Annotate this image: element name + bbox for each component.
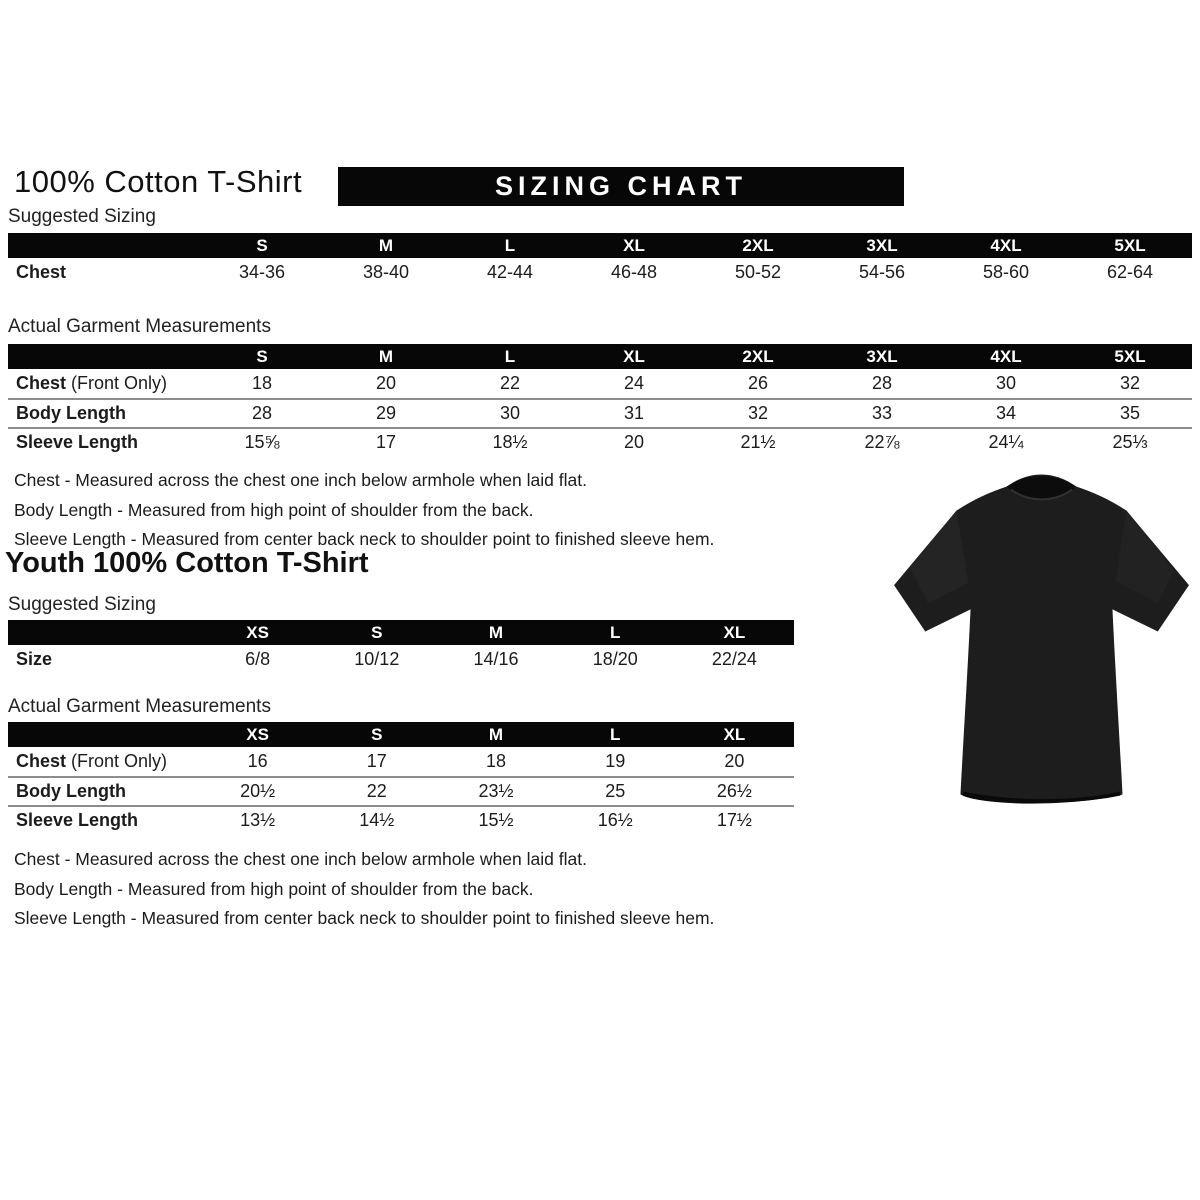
- column-header: M: [378, 346, 394, 366]
- youth-section-title: Youth 100% Cotton T-Shirt: [5, 547, 369, 579]
- table-header-row: [8, 344, 1192, 369]
- youth-measurements-label: Actual Garment Measurements: [8, 696, 271, 717]
- table-cell: 22: [499, 373, 521, 393]
- table-cell: 42-44: [486, 262, 534, 282]
- adult-measurements-table: [8, 344, 1192, 456]
- table-cell: 20: [375, 373, 397, 393]
- note-sleeve-length: Sleeve Length - Measured from center back neck to shoulder point to finished sleeve hem.: [14, 529, 715, 549]
- column-header: M: [378, 235, 394, 255]
- table-cell: 26½: [716, 781, 752, 801]
- table-cell: 31: [623, 403, 645, 423]
- column-header: 3XL: [866, 235, 898, 255]
- table-cell: 35: [1119, 403, 1141, 423]
- table-cell: 22⅞: [864, 432, 900, 452]
- table-row-chest: [8, 258, 1192, 287]
- column-header: XL: [623, 235, 645, 255]
- table-cell: 15⅝: [244, 432, 280, 452]
- table-row-sleeve-length: [8, 805, 794, 834]
- table-cell: 58-60: [982, 262, 1030, 282]
- table-row-body-length: [8, 776, 794, 805]
- column-header: L: [610, 724, 621, 744]
- table-cell: 21½: [740, 432, 776, 452]
- table-cell: 17½: [716, 810, 752, 830]
- table-cell: 19: [605, 751, 626, 771]
- banner-text: SIZING CHART: [495, 171, 747, 201]
- youth-measurements-table: [8, 722, 794, 834]
- column-header: S: [371, 622, 383, 642]
- table-cell: 20: [724, 751, 745, 771]
- table-cell: 50-52: [734, 262, 782, 282]
- table-cell: 34: [995, 403, 1017, 423]
- column-header: S: [256, 346, 268, 366]
- adult-suggested-sizing-table: [8, 233, 1192, 287]
- column-header: L: [504, 346, 516, 366]
- note-body-length: Body Length - Measured from high point of shoulder from the back.: [14, 499, 534, 520]
- table-header-row: [8, 620, 794, 645]
- table-cell: 14½: [359, 810, 395, 830]
- note-sleeve-length: Sleeve Length - Measured from center back neck to shoulder point to finished sleeve hem.: [14, 908, 715, 928]
- row-label: Sleeve Length: [16, 810, 139, 830]
- table-cell: 10/12: [354, 649, 400, 669]
- table-header-row: [8, 233, 1192, 258]
- table-cell: 26: [747, 373, 769, 393]
- column-header: S: [371, 724, 383, 744]
- table-cell: 15½: [478, 810, 514, 830]
- table-cell: 17: [366, 751, 387, 771]
- note-body-length: Body Length - Measured from high point of shoulder from the back.: [14, 878, 534, 899]
- column-header: XL: [723, 724, 746, 744]
- adult-measurement-notes: [14, 466, 714, 555]
- table-cell: 20: [623, 432, 645, 452]
- row-label: Body Length: [16, 781, 126, 801]
- table-cell: 17: [375, 432, 397, 452]
- table-cell: 22/24: [711, 649, 757, 669]
- note-chest: Chest - Measured across the chest one inch below armhole when laid flat.: [14, 849, 587, 869]
- adult-measurements-label: Actual Garment Measurements: [8, 316, 271, 337]
- tshirt-body-shape: [894, 474, 1189, 803]
- table-cell: 32: [747, 403, 769, 423]
- table-cell: 34-36: [238, 262, 286, 282]
- row-label: Sleeve Length: [16, 432, 139, 452]
- column-header: 4XL: [990, 346, 1022, 366]
- table-cell: 62-64: [1106, 262, 1154, 282]
- sizing-chart-banner: [338, 167, 904, 206]
- column-header: XL: [723, 622, 746, 642]
- table-cell: 30: [499, 403, 521, 423]
- page-title: 100% Cotton T-Shirt: [14, 164, 303, 199]
- row-label: Size: [16, 649, 53, 669]
- column-header: M: [488, 622, 504, 642]
- table-cell: 18: [251, 373, 273, 393]
- table-cell: 54-56: [858, 262, 906, 282]
- table-cell: 24¼: [988, 432, 1024, 452]
- column-header: 2XL: [742, 346, 774, 366]
- column-header: M: [488, 724, 504, 744]
- column-header: L: [504, 235, 516, 255]
- column-header: XS: [246, 724, 269, 744]
- table-cell: 13½: [240, 810, 276, 830]
- table-row-size: [8, 645, 794, 674]
- youth-measurement-notes: [14, 845, 714, 934]
- table-cell: 29: [375, 403, 397, 423]
- table-cell: 18½: [492, 432, 528, 452]
- column-header: 3XL: [866, 346, 898, 366]
- row-label: Chest (Front Only): [16, 751, 168, 771]
- column-header: 5XL: [1114, 235, 1146, 255]
- table-cell: 20½: [240, 781, 276, 801]
- table-row-sleeve-length: [8, 427, 1192, 456]
- table-cell: 6/8: [245, 649, 271, 669]
- row-label: Body Length: [16, 403, 126, 423]
- column-header: 4XL: [990, 235, 1022, 255]
- table-cell: 30: [995, 373, 1017, 393]
- row-label-note: (Front Only): [66, 373, 168, 393]
- table-row-body-length: [8, 398, 1192, 427]
- table-cell: 28: [871, 373, 893, 393]
- table-cell: 18/20: [592, 649, 638, 669]
- table-cell: 38-40: [362, 262, 410, 282]
- column-header: 2XL: [742, 235, 774, 255]
- row-label: Chest (Front Only): [16, 373, 168, 393]
- table-cell: 14/16: [473, 649, 519, 669]
- table-cell: 18: [485, 751, 507, 771]
- column-header: XS: [246, 622, 269, 642]
- column-header: S: [256, 235, 268, 255]
- column-header: XL: [623, 346, 645, 366]
- table-header-row: [8, 722, 794, 747]
- table-cell: 22: [366, 781, 387, 801]
- table-cell: 24: [623, 373, 645, 393]
- adult-suggested-sizing-label: Suggested Sizing: [8, 206, 156, 227]
- youth-suggested-sizing-table: [8, 620, 794, 674]
- table-row-chest: [8, 747, 794, 776]
- table-cell: 16½: [597, 810, 633, 830]
- row-label-note: (Front Only): [66, 751, 168, 771]
- table-row-chest: [8, 369, 1192, 398]
- table-cell: 32: [1119, 373, 1141, 393]
- column-header: L: [610, 622, 621, 642]
- black-tshirt-image: [888, 462, 1195, 810]
- table-cell: 25: [605, 781, 626, 801]
- table-cell: 28: [251, 403, 273, 423]
- note-chest: Chest - Measured across the chest one inch below armhole when laid flat.: [14, 470, 587, 490]
- table-cell: 23½: [478, 781, 514, 801]
- table-cell: 33: [871, 403, 893, 423]
- youth-suggested-sizing-label: Suggested Sizing: [8, 594, 156, 615]
- row-label: Chest: [16, 262, 67, 282]
- table-cell: 46-48: [610, 262, 658, 282]
- column-header: 5XL: [1114, 346, 1146, 366]
- table-cell: 16: [247, 751, 268, 771]
- table-cell: 25⅓: [1112, 432, 1148, 452]
